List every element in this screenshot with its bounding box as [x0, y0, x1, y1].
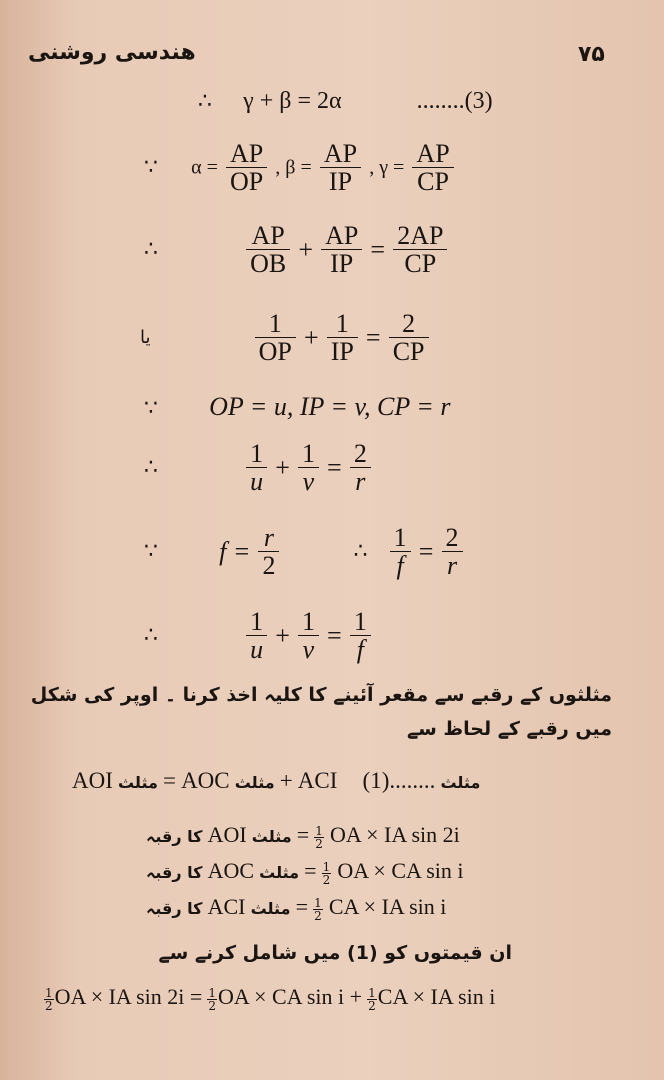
equation-number: ........(1) — [362, 768, 436, 793]
equals-sign: = — [296, 822, 310, 847]
word-musallas: مثلث — [117, 773, 158, 792]
equation-line-mirror-formula — [144, 608, 374, 664]
fraction-2-cp: $\frac{2}{CP}$ — [389, 310, 429, 366]
equals-sign: = — [327, 620, 342, 650]
fraction-1-f: $\frac{1}{f}$ — [350, 608, 371, 664]
therefore-symbol: ∴ — [144, 623, 158, 649]
fraction-2-r: $\frac{2}{r}$ — [442, 524, 463, 580]
alpha-label: α = — [191, 156, 218, 179]
equation-line-uvr — [144, 440, 374, 496]
tri-aoi: AOI — [72, 768, 113, 793]
therefore-symbol: ∴ — [198, 89, 212, 114]
substitution-text: OP = u, IP = v, CP = r — [209, 392, 451, 421]
fraction-1-op: $\frac{1}{OP}$ — [255, 310, 296, 366]
equation-line-substitution — [144, 392, 450, 422]
beta-label: , β = — [275, 156, 312, 179]
area-aci — [146, 894, 446, 922]
because-symbol: ∵ — [144, 396, 158, 421]
final-part-2: OA × CA sin i + — [218, 984, 363, 1009]
fraction-ap-op: $\frac{AP}{OP}$ — [226, 140, 267, 196]
equals-sign: = — [327, 452, 342, 482]
because-symbol: ∵ — [144, 155, 158, 181]
fraction-1-u: $\frac{1}{u}$ — [246, 608, 267, 664]
plus-sign: + — [279, 768, 293, 793]
word-musallas: مثلث — [234, 773, 275, 792]
half-fraction: $\frac{1}{2}$ — [45, 986, 53, 1013]
tri-label: AOC — [207, 858, 255, 883]
half-fraction: $\frac{1}{2}$ — [314, 896, 322, 923]
fraction-1-ip: $\frac{1}{IP}$ — [327, 310, 358, 366]
word-musallas: مثلث — [251, 827, 292, 846]
paragraph-line-1: مثلثوں کے رقبے سے مقعر آئینے کا کلیہ اخذ کرنا ۔ اوپر کی شکل — [30, 684, 612, 706]
tri-label: ACI — [207, 894, 246, 919]
equation-text: γ + β = 2α — [243, 88, 342, 114]
because-symbol: ∵ — [144, 539, 158, 565]
fraction-2ap-cp: $\frac{2AP}{CP}$ — [393, 222, 447, 278]
equation-line-focal — [144, 524, 466, 580]
page-header-title: هندسی روشنی — [28, 40, 196, 65]
equals-sign: = — [304, 858, 317, 883]
plus-sign: + — [275, 452, 290, 482]
fraction-1-v: $\frac{1}{v}$ — [298, 440, 319, 496]
equals-sign: = — [295, 894, 308, 919]
therefore-symbol: ∴ — [144, 455, 158, 481]
word-musallas: مثلث — [250, 899, 291, 918]
area-equation-1 — [72, 768, 480, 794]
gamma-label: , γ = — [369, 156, 405, 179]
fraction-r-2: $\frac{r}{2}$ — [258, 524, 279, 580]
half-fraction: $\frac{1}{2}$ — [208, 986, 217, 1013]
fraction-1-v: $\frac{1}{v}$ — [298, 608, 319, 664]
fraction-ap-cp: $\frac{AP}{CP}$ — [412, 140, 453, 196]
final-equation — [44, 984, 495, 1012]
half-fraction: $\frac{1}{2}$ — [322, 860, 331, 887]
equation-line-reciprocal-op — [140, 310, 432, 366]
equation-line-ratios — [144, 140, 457, 196]
fraction-1-u: $\frac{1}{u}$ — [246, 440, 267, 496]
final-part-3: CA × IA sin i — [377, 984, 496, 1009]
fraction-ap-ob: $\frac{AP}{OB}$ — [246, 222, 290, 278]
area-expression: CA × IA sin i — [328, 894, 447, 919]
half-fraction: $\frac{1}{2}$ — [315, 824, 323, 851]
f-label: f = — [219, 536, 251, 566]
equals-sign: = — [365, 322, 381, 352]
therefore-symbol: ∴ — [353, 539, 368, 565]
word-musallas: مثلث — [259, 863, 300, 882]
word-ka-raqba: کا رقبہ — [146, 899, 203, 918]
area-aoi — [146, 822, 460, 850]
therefore-symbol: ∴ — [144, 237, 158, 263]
half-fraction: $\frac{1}{2}$ — [368, 986, 376, 1013]
equation-number: ........(3) — [416, 88, 493, 114]
equation-line-sum-ap — [144, 222, 450, 278]
word-ka-raqba: کا رقبہ — [146, 863, 203, 882]
plus-sign: + — [298, 234, 313, 264]
equation-line-3 — [198, 88, 493, 115]
plus-sign: + — [275, 620, 290, 650]
substitution-sentence: ان قیمتوں کو (1) میں شامل کرنے سے — [158, 942, 512, 964]
equals-sign: = — [370, 234, 386, 264]
area-aoc — [146, 858, 463, 886]
word-musallas: مثلث — [440, 773, 481, 792]
tri-aci: ACI — [297, 768, 338, 793]
plus-sign: + — [303, 322, 319, 352]
area-expression: OA × IA sin 2i — [330, 822, 460, 847]
fraction-2-r: $\frac{2}{r}$ — [350, 440, 371, 496]
ya-word: یا — [140, 327, 151, 349]
area-expression: OA × CA sin i — [337, 858, 464, 883]
paragraph-line-2: میں رقبے کے لحاظ سے — [406, 718, 612, 740]
tri-label: AOI — [207, 822, 247, 847]
fraction-ap-ip: $\frac{AP}{IP}$ — [320, 140, 361, 196]
tri-aoc: AOC — [181, 768, 230, 793]
equals-sign: = — [418, 536, 434, 566]
fraction-1-f: $\frac{1}{f}$ — [390, 524, 411, 580]
word-ka-raqba: کا رقبہ — [146, 827, 203, 846]
equals-sign: = — [162, 768, 176, 793]
final-part-1: OA × IA sin 2i = — [54, 984, 203, 1009]
page-number: ۷۵ — [578, 42, 605, 67]
fraction-ap-ip: $\frac{AP}{IP}$ — [321, 222, 362, 278]
